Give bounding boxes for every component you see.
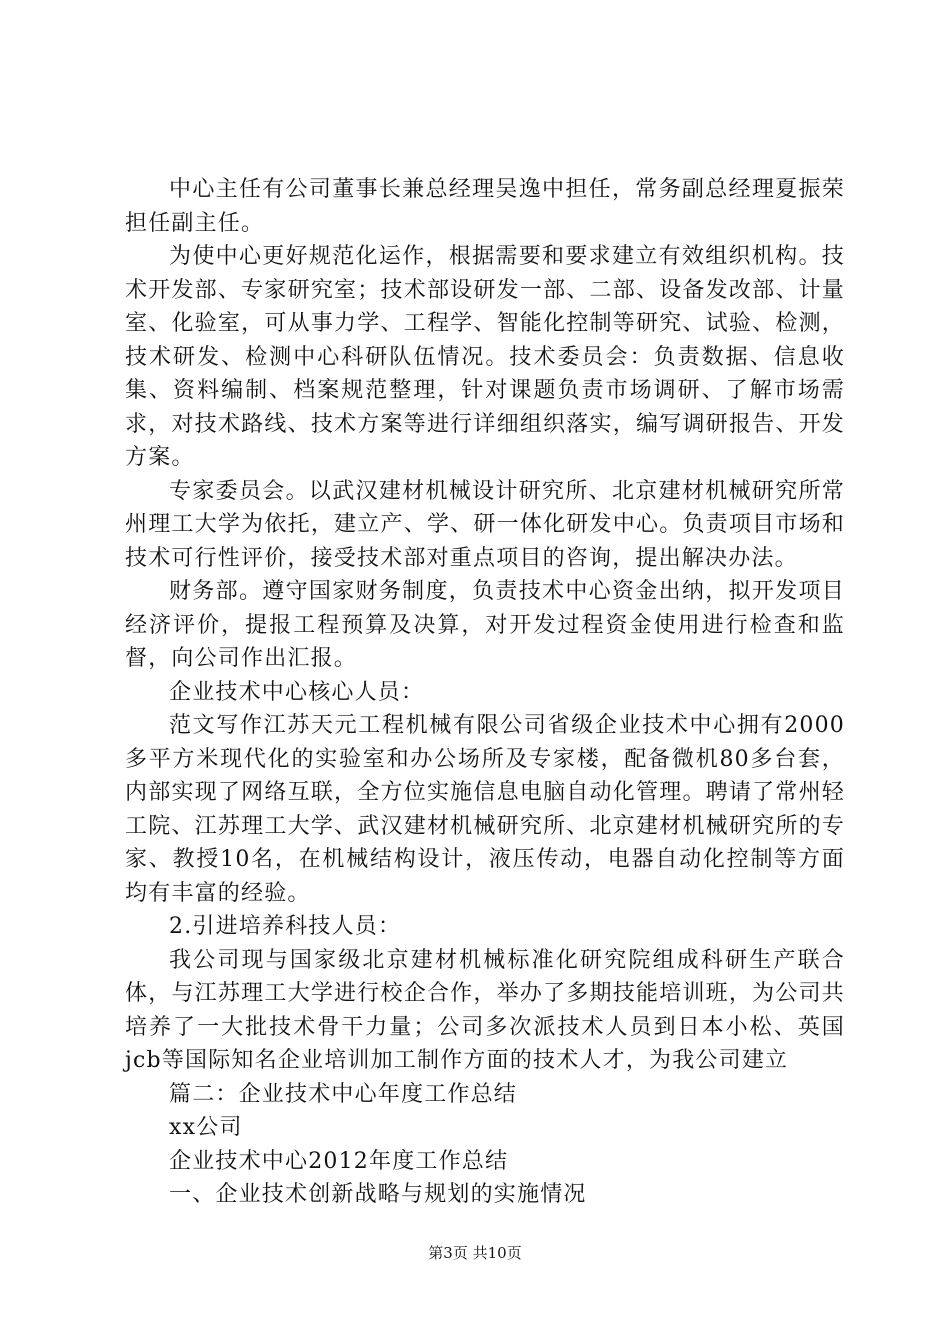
paragraph-core-staff: 范文写作江苏天元工程机械有限公司省级企业技术中心拥有2000多平方米现代化的实验室和办公场所及专家楼，配备微机80多台套，内部实现了网络互联，全方位实施信息电脑自动化管理。聘请了常州轻工院、江苏理工大学、武汉建材机械研究所、北京建材机械研究所的专家、教授10名，在机械结构设计，液压传动，电器自动化控制等方面均有丰富的经验。 <box>125 713 845 906</box>
paragraph-part-two-title: 篇二：企业技术中心年度工作总结 <box>169 1081 518 1107</box>
paragraph-annual-summary-title: 企业技术中心2012年度工作总结 <box>169 1148 509 1174</box>
paragraph-section-one-heading: 一、企业技术创新战略与规划的实施情况 <box>169 1182 587 1207</box>
paragraph-training-heading: 2.引进培养科技人员： <box>169 914 402 939</box>
paragraph-core-staff-heading: 企业技术中心核心人员： <box>169 679 425 705</box>
paragraph-director: 中心主任有公司董事长兼总经理吴逸中担任，常务副总经理夏振荣担任副主任。 <box>125 177 845 236</box>
paragraph-expert-committee: 专家委员会。以武汉建材机械设计研究所、北京建材机械研究所常州理工大学为依托，建立产、学、研一体化研发中心。负责项目市场和技术可行性评价，接受技术部对重点项目的咨询，提出解决办法。 <box>125 478 845 571</box>
page-number-footer: 第3页 共10页 <box>428 1244 522 1262</box>
paragraph-company: xx公司 <box>169 1115 243 1140</box>
document-body <box>125 173 845 1212</box>
paragraph-training: 我公司现与国家级北京建材机械标准化研究院组成科研生产联合体，与江苏理工大学进行校企合作，举办了多期技能培训班，为公司共培养了一大批技术骨干力量；公司多次派技术人员到日本小松、英国jcb等国际知名企业培训加工制作方面的技术人才，为我公司建立 <box>125 947 845 1073</box>
paragraph-organization: 为使中心更好规范化运作，根据需要和要求建立有效组织机构。技术开发部、专家研究室；技术部设研发一部、二部、设备发改部、计量室、化验室，可从事力学、工程学、智能化控制等研究、试验、检测，技术研发、检测中心科研队伍情况。技术委员会：负责数据、信息收集、资料编制、档案规范整理，针对课题负责市场调研、了解市场需求，对技术路线、技术方案等进行详细组织落实，编写调研报告、开发方案。 <box>125 244 845 470</box>
paragraph-finance: 财务部。遵守国家财务制度，负责技术中心资金出纳，拟开发项目经济评价，提报工程预算及决算，对开发过程资金使用进行检查和监督，向公司作出汇报。 <box>125 579 845 671</box>
